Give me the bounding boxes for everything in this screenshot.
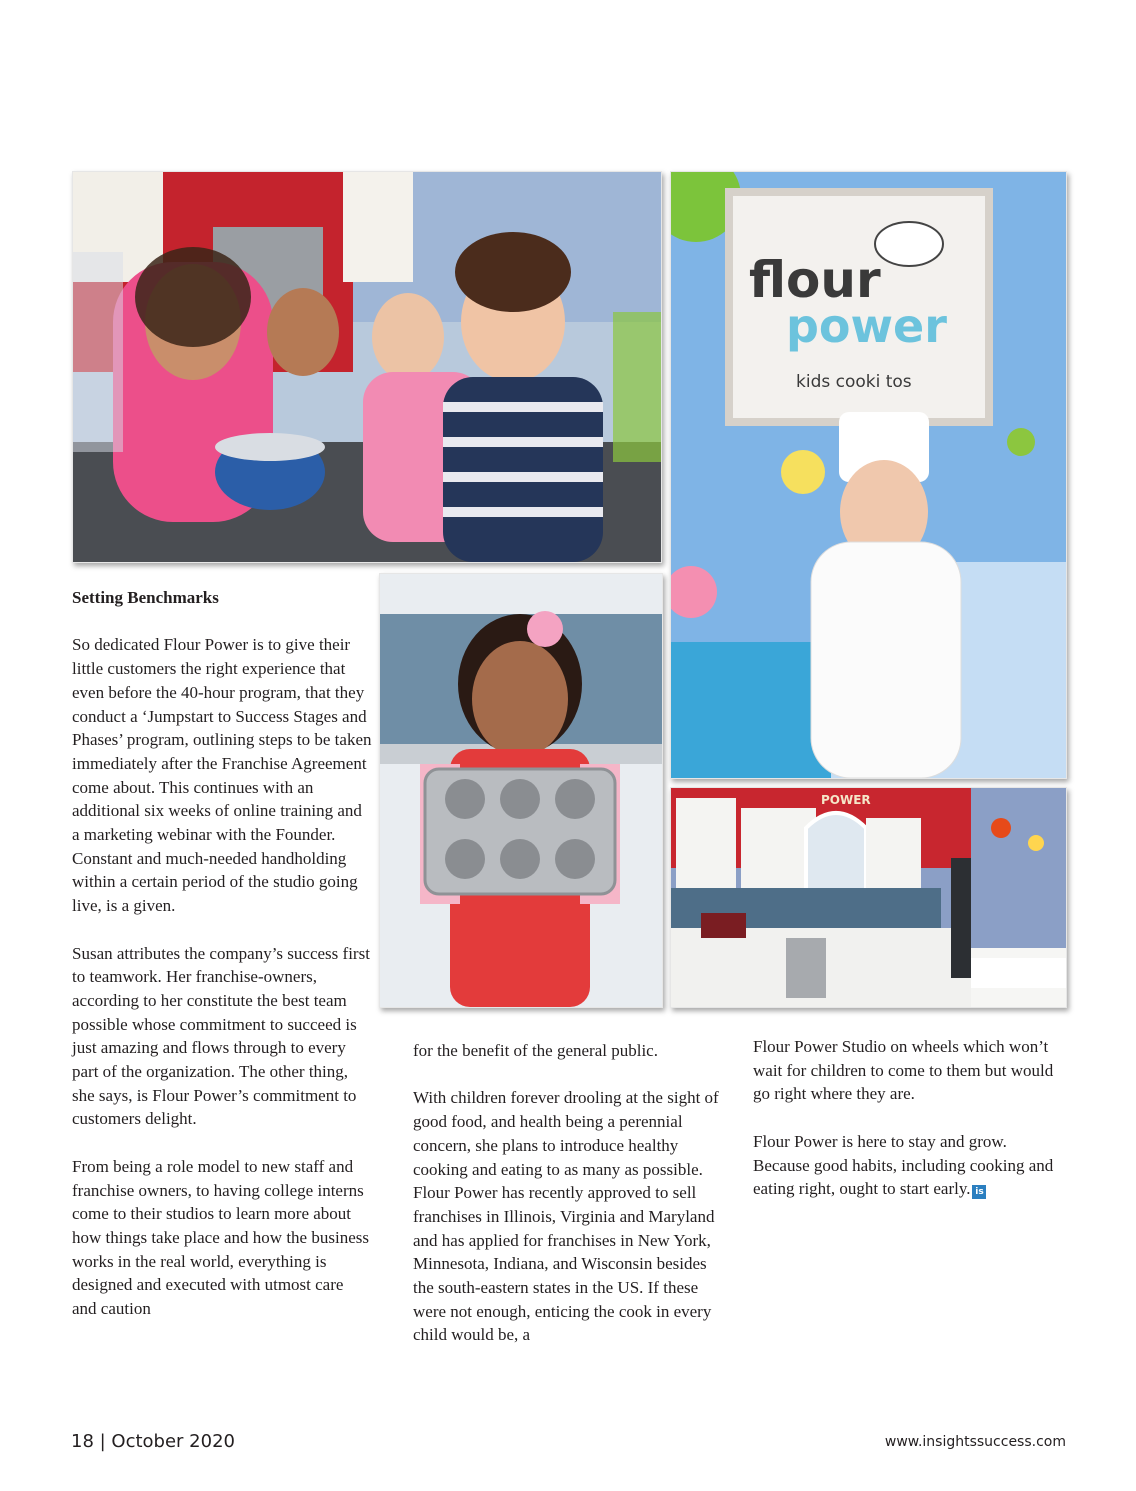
text-column-1 <box>72 586 372 1344</box>
end-mark-icon: is <box>972 1185 986 1199</box>
paragraph-final <box>753 1130 1065 1201</box>
text-column-2 <box>413 1039 731 1371</box>
website-url: www.insightssuccess.com <box>884 1434 1066 1450</box>
photo-kids-mixing <box>72 171 662 563</box>
paragraph: So dedicated Flour Power is to give their little customers the right experience that even before the 40-hour program, that they conduct a ‘Jumpstart to Success Stages and Phases’ program, outlining steps to be taken immediately after the Franchise Agreement come about. This continues with an additional six weeks of online training and a marketing webinar with the Founder. Constant and much-needed handholding within a certain period of the studio going live, is a given. <box>72 635 372 916</box>
paragraph: From being a role model to new staff and franchise owners, to having college interns come to their studios to learn more about how things take place and how the business works in the real world, everything is designed and executed with utmost care and caution <box>72 1156 369 1319</box>
paragraph: Susan attributes the company’s success first to teamwork. Her franchise-owners, according to her constitute the best team possible whose commitment to succeed is just amazing and flows through to every part of the organization. The other thing, she says, is Flour Power’s commitment to customers delight. <box>72 943 370 1129</box>
photo-chef-girl <box>670 171 1067 779</box>
sign-tagline: kids cooki tos <box>796 372 912 392</box>
photo-muffin-girl <box>379 573 663 1008</box>
paragraph: for the benefit of the general public. <box>413 1041 658 1060</box>
page-number-date: 18 | October 2020 <box>71 1431 235 1452</box>
sign-flour: flour <box>749 251 881 309</box>
sign-power: power <box>786 299 947 353</box>
paragraph-final-text: Flour Power is here to stay and grow. Because good habits, including cooking and eating right, ought to start early. <box>753 1131 1054 1199</box>
text-column-3 <box>753 1035 1065 1225</box>
kitchen-banner: POWER <box>821 793 871 807</box>
photo-kitchen-room <box>670 787 1067 1008</box>
paragraph: With children forever drooling at the sight of good food, and health being a perennial concern, she plans to introduce healthy cooking and eating to as many as possible. Flour Power has recently approved to sell franchises in Illinois, Virginia and Maryland and has applied for franchises in New York, Minnesota, Indiana, and Wisconsin besides the south-eastern states in the US. If these were not enough, enticing the cook in every child would be, a <box>413 1088 719 1345</box>
section-heading: Setting Benchmarks <box>72 588 219 607</box>
paragraph: Flour Power Studio on wheels which won’t wait for children to come to them but would go right where they are. <box>753 1037 1054 1104</box>
